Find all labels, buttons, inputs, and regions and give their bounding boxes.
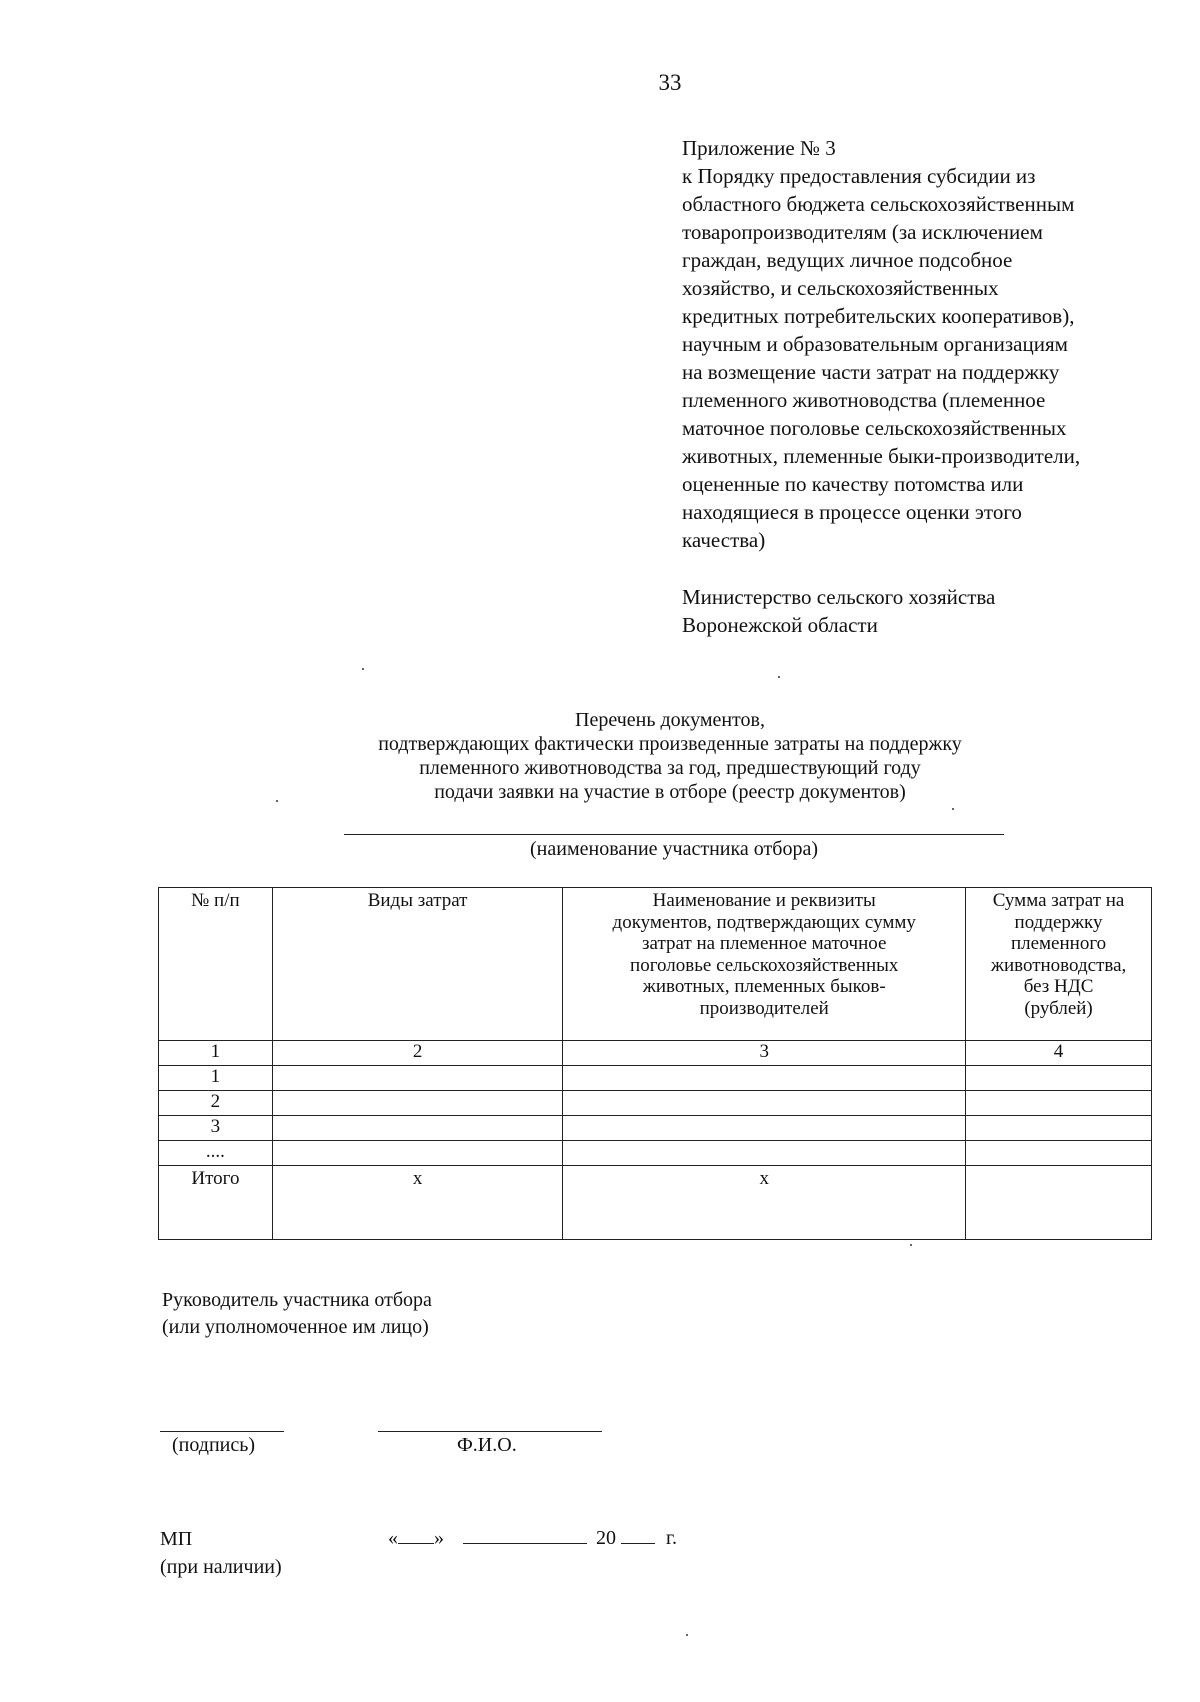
title-line: племенного животноводства за год, предшествующий году <box>419 757 921 779</box>
row-number-cell: 3 <box>159 1116 273 1141</box>
month-field[interactable] <box>463 1525 587 1544</box>
ministry-line: Воронежской области <box>682 613 878 637</box>
full-name-caption: Ф.И.О. <box>457 1434 517 1456</box>
document-registry-table <box>158 887 1152 1240</box>
page-number: 33 <box>658 70 682 95</box>
cost-type-cell[interactable] <box>272 1141 563 1166</box>
column-number: 4 <box>966 1041 1152 1066</box>
appendix-line: к Порядку предоставления субсидии из <box>682 164 1036 188</box>
appendix-line: животных, племенные быки-производители, <box>682 444 1081 468</box>
scan-speck <box>952 808 954 810</box>
open-quote: « <box>388 1527 398 1549</box>
appendix-line: хозяйство, и сельскохозяйственных <box>682 276 999 300</box>
signature-caption: (подпись) <box>172 1434 256 1456</box>
appendix-line: маточное поголовье сельскохозяйственных <box>682 416 1067 440</box>
title-line: подачи заявки на участие в отборе (реестр документов) <box>434 781 906 803</box>
document-list-title <box>240 708 1100 804</box>
close-quote: » <box>434 1527 444 1549</box>
scan-speck <box>910 1244 912 1246</box>
document-details-cell[interactable] <box>563 1141 966 1166</box>
head-of-participant-label <box>162 1287 432 1341</box>
document-details-cell[interactable] <box>563 1066 966 1091</box>
document-details-cell[interactable] <box>563 1091 966 1116</box>
row-number-cell: 1 <box>159 1066 273 1091</box>
column-number: 3 <box>563 1041 966 1066</box>
total-label: Итого <box>159 1166 273 1240</box>
appendix-line: племенного животноводства (племенное <box>682 388 1046 412</box>
table-row <box>159 1066 1152 1091</box>
signature-label-line: (или уполномоченное им лицо) <box>162 1316 429 1338</box>
cost-type-cell[interactable] <box>272 1116 563 1141</box>
appendix-line: кредитных потребительских кооперативов), <box>682 304 1075 328</box>
header-number: № п/п <box>159 888 273 1041</box>
participant-name-caption: (наименование участника отбора) <box>530 838 818 860</box>
column-number: 2 <box>272 1041 563 1066</box>
year-field[interactable] <box>621 1525 655 1544</box>
scan-speck <box>276 800 278 802</box>
title-line: подтверждающих фактически произведенные затраты на поддержку <box>378 733 962 755</box>
row-number-cell: .... <box>159 1141 273 1166</box>
header-cost-amount: Сумма затрат на поддержку племенного животноводства, без НДС (рублей) <box>966 888 1152 1041</box>
table-header-row <box>159 888 1152 1041</box>
column-number-row <box>159 1041 1152 1066</box>
stamp-label <box>160 1525 282 1581</box>
day-field[interactable] <box>398 1525 434 1544</box>
participant-name-line[interactable] <box>344 834 1004 835</box>
full-name-field[interactable] <box>378 1431 602 1432</box>
header-document-details: Наименование и реквизиты документов, подтверждающих сумму затрат на племенное маточное поголовье сельскохозяйственных животных, племенных быков- производителей <box>563 888 966 1041</box>
scan-speck <box>362 668 364 670</box>
ministry-line: Министерство сельского хозяйства <box>682 585 996 609</box>
table-row <box>159 1091 1152 1116</box>
cost-type-cell[interactable] <box>272 1066 563 1091</box>
cost-amount-cell[interactable] <box>966 1066 1152 1091</box>
table-row <box>159 1141 1152 1166</box>
scan-speck <box>778 676 780 678</box>
appendix-block <box>682 134 1182 554</box>
cost-amount-cell[interactable] <box>966 1141 1152 1166</box>
column-number: 1 <box>159 1041 273 1066</box>
appendix-line: оцененные по качеству потомства или <box>682 472 1024 496</box>
total-amount-cell[interactable] <box>966 1166 1152 1240</box>
appendix-line: товаропроизводителям (за исключением <box>682 220 1043 244</box>
signature-field[interactable] <box>160 1431 284 1432</box>
appendix-line: областного бюджета сельскохозяйственным <box>682 192 1075 216</box>
year-prefix: 20 <box>596 1527 616 1549</box>
row-number-cell: 2 <box>159 1091 273 1116</box>
stamp-line: (при наличии) <box>160 1556 282 1578</box>
appendix-line: на возмещение части затрат на поддержку <box>682 360 1060 384</box>
title-line: Перечень документов, <box>575 709 765 731</box>
total-document-mark: х <box>563 1166 966 1240</box>
signature-label-line: Руководитель участника отбора <box>162 1289 432 1311</box>
scan-speck <box>686 1634 688 1636</box>
total-row <box>159 1166 1152 1240</box>
cost-amount-cell[interactable] <box>966 1116 1152 1141</box>
table-row <box>159 1116 1152 1141</box>
stamp-line: МП <box>160 1528 193 1550</box>
appendix-line: находящиеся в процессе оценки этого <box>682 500 1022 524</box>
year-suffix: г. <box>666 1527 677 1549</box>
document-details-cell[interactable] <box>563 1116 966 1141</box>
appendix-line: Приложение № 3 <box>682 136 836 160</box>
cost-amount-cell[interactable] <box>966 1091 1152 1116</box>
total-cost-type-mark: х <box>272 1166 563 1240</box>
appendix-line: качества) <box>682 528 766 552</box>
cost-type-cell[interactable] <box>272 1091 563 1116</box>
header-cost-type: Виды затрат <box>272 888 563 1041</box>
ministry-addressee <box>682 583 995 639</box>
date-line <box>388 1525 677 1550</box>
appendix-line: научным и образовательным организациям <box>682 332 1068 356</box>
appendix-line: граждан, ведущих личное подсобное <box>682 248 1013 272</box>
